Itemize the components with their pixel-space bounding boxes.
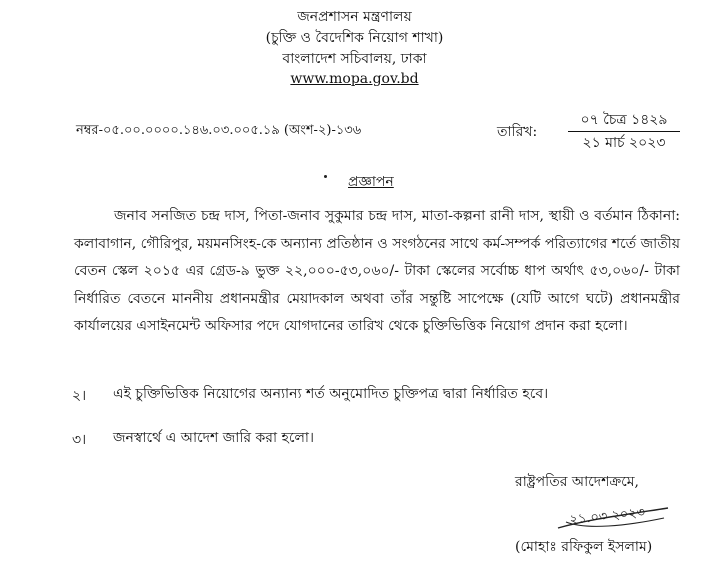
clause-2-number: ২।	[72, 388, 87, 404]
date-block	[568, 110, 680, 153]
handwritten-date: ২১.০৩ ২০২৩	[568, 505, 646, 528]
website-url[interactable]: www.mopa.gov.bd	[290, 71, 419, 87]
date-bangla: ০৭ চৈত্র ১৪২৯	[580, 112, 668, 128]
secretariat-name: বাংলাদেশ সচিবালয়, ঢাকা	[282, 51, 427, 67]
clause-2-text: এই চুক্তিভিত্তিক নিয়োগের অন্যান্য শর্ত অনুমোদিত চুক্তিপত্র দ্বারা নির্ধারিত হবে।	[113, 386, 549, 402]
appointment-paragraph: জনাব সনজিত চন্দ্র দাস, পিতা-জনাব সুকুমার চন্দ্র দাস, মাতা-কল্পনা রানী দাস, স্থায়ী ও বর্তমান ঠিকানা: কলাবাগান, গৌরিপুর, ময়মনসিংহ-কে অন্যান্য প্রতিষ্ঠান ও সংগঠনের সাথে কর্ম-সম্পর্ক পরিত্যাগের শর্তে জাতীয় বেতন স্কেল ২০১৫ এর গ্রেড-৯ ভুক্ত ২২,০০০-৫৩,০৬০/- টাকা স্কেলের সর্বোচ্চ ধাপ অর্থাৎ ৫৩,০৬০/- টাকা নির্ধারিত বেতনে মাননীয় প্রধানমন্ত্রীর মেয়াদকাল অথবা তাঁর সন্তুষ্টি সাপেক্ষে (যেটি আগে ঘটে) প্রধানমন্ত্রীর কার্যালয়ের এসাইনমেন্ট অফিসার পদে যোগদানের তারিখ থেকে চুক্তিভিত্তিক নিয়োগ প্রদান করা হলো।	[74, 208, 680, 335]
date-label: তারিখ:	[497, 124, 538, 140]
date-gregorian: ২১ মার্চ ২০২৩	[582, 135, 666, 151]
handwritten-signature	[556, 500, 676, 540]
signature-closing: রাষ্ট্রপতির আদেশক্রমে,	[515, 474, 639, 490]
wing-name: (চুক্তি ও বৈদেশিক নিয়োগ শাখা)	[265, 30, 444, 46]
stray-mark	[324, 175, 327, 178]
signatory-name: (মোহাঃ রফিকুল ইসলাম)	[515, 539, 653, 555]
clause-3-text: জনস্বার্থে এ আদেশ জারি করা হলো।	[113, 430, 314, 446]
reference-number: নম্বর-০৫.০০.০০০০.১৪৬.০৩.০০৫.১৯ (অংশ-২)-১৩৬	[76, 123, 362, 138]
date-divider	[568, 131, 680, 132]
website-link[interactable]	[0, 69, 709, 89]
clause-3-number: ৩।	[72, 432, 87, 448]
document-title: প্রজ্ঞাপন	[348, 174, 394, 190]
ministry-name: জনপ্রশাসন মন্ত্রণালয়	[297, 9, 412, 25]
